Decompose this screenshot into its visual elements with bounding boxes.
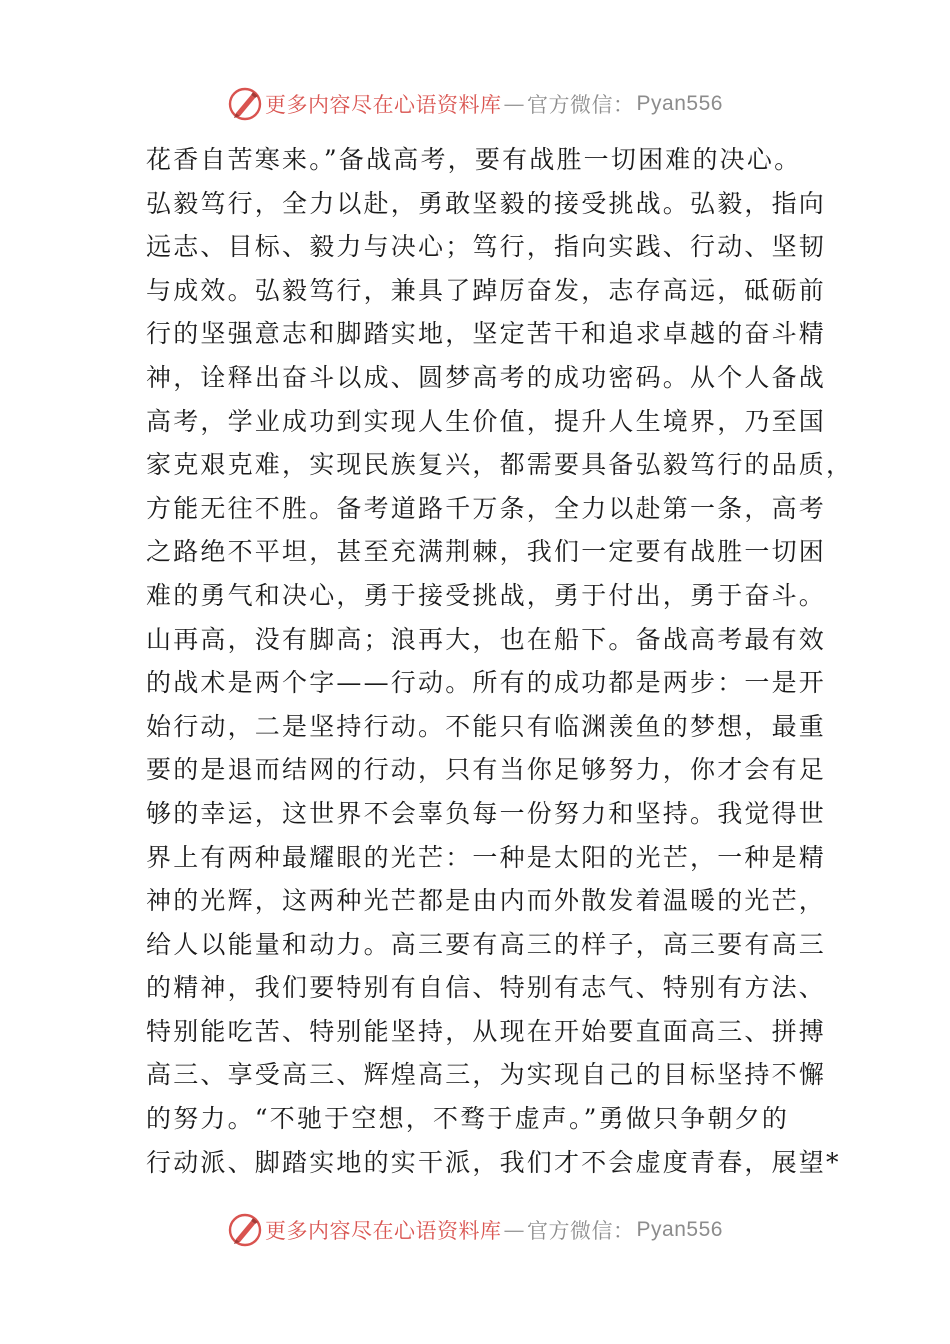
text-line: 与成效。弘毅笃行，兼具了踔厉奋发，志存高远，砥砺前 — [146, 275, 827, 305]
banner-account-label: 官方微信： — [527, 93, 635, 117]
banner-account-label: 官方微信： — [527, 1219, 635, 1243]
banner-site-name: 更多内容尽在心语资料库 — [265, 1219, 502, 1243]
text-line: 神，诠释出奋斗以成、圆梦高考的成功密码。从个人备战 — [146, 362, 827, 392]
pen-logo-icon — [227, 86, 263, 122]
text-line: 够的幸运，这世界不会辜负每一份努力和坚持。我觉得世 — [146, 798, 827, 828]
banner-site-name: 更多内容尽在心语资料库 — [265, 93, 502, 117]
text-line: 行动派、脚踏实地的实干派，我们才不会虚度青春，展望* — [146, 1147, 841, 1177]
text-line: 高考，学业成功到实现人生价值，提升人生境界，乃至国 — [146, 406, 827, 436]
text-line: 之路绝不平坦，甚至充满荆棘，我们一定要有战胜一切困 — [146, 537, 827, 567]
banner-dash: — — [503, 1218, 526, 1242]
body-text — [146, 138, 854, 1184]
header-banner — [0, 84, 950, 124]
text-line: 弘毅笃行，全力以赴，勇敢坚毅的接受挑战。弘毅，指向 — [146, 188, 827, 218]
text-line: 难的勇气和决心，勇于接受挑战，勇于付出，勇于奋斗。 — [146, 580, 827, 610]
text-line: 给人以能量和动力。高三要有高三的样子，高三要有高三 — [146, 929, 827, 959]
text-line: 山再高，没有脚高；浪再大，也在船下。备战高考最有效 — [146, 624, 827, 654]
text-line: 高三、享受高三、辉煌高三，为实现自己的目标坚持不懈 — [146, 1060, 827, 1090]
text-line: 特别能吃苦、特别能坚持，从现在开始要直面高三、拼搏 — [146, 1016, 827, 1046]
text-line: 花香自苦寒来。”备战高考，要有战胜一切困难的决心。 — [146, 145, 802, 174]
text-line: 的战术是两个字——行动。所有的成功都是两步：一是开 — [146, 668, 827, 698]
text-line: 神的光辉，这两种光芒都是由内而外散发着温暖的光芒， — [146, 886, 827, 916]
text-line: 要的是退而结网的行动，只有当你足够努力，你才会有足 — [146, 755, 827, 785]
text-line: 的努力。“不驰于空想，不骛于虚声。”勇做只争朝夕的 — [146, 1104, 790, 1134]
banner-account-id: Pyan556 — [636, 92, 723, 115]
text-line: 始行动，二是坚持行动。不能只有临渊羡鱼的梦想，最重 — [146, 711, 827, 741]
banner-dash: — — [503, 92, 526, 116]
footer-banner — [0, 1210, 950, 1250]
text-line: 界上有两种最耀眼的光芒：一种是太阳的光芒，一种是精 — [146, 842, 827, 872]
text-line: 家克艰克难，实现民族复兴，都需要具备弘毅笃行的品质， — [146, 450, 854, 480]
text-line: 的精神，我们要特别有自信、特别有志气、特别有方法、 — [146, 973, 827, 1003]
text-line: 方能无往不胜。备考道路千万条，全力以赴第一条，高考 — [146, 493, 827, 523]
text-line: 行的坚强意志和脚踏实地，坚定苦干和追求卓越的奋斗精 — [146, 319, 827, 349]
banner-account-id: Pyan556 — [636, 1218, 723, 1241]
pen-logo-icon — [227, 1212, 263, 1248]
text-line: 远志、目标、毅力与决心；笃行，指向实践、行动、坚韧 — [146, 232, 827, 262]
